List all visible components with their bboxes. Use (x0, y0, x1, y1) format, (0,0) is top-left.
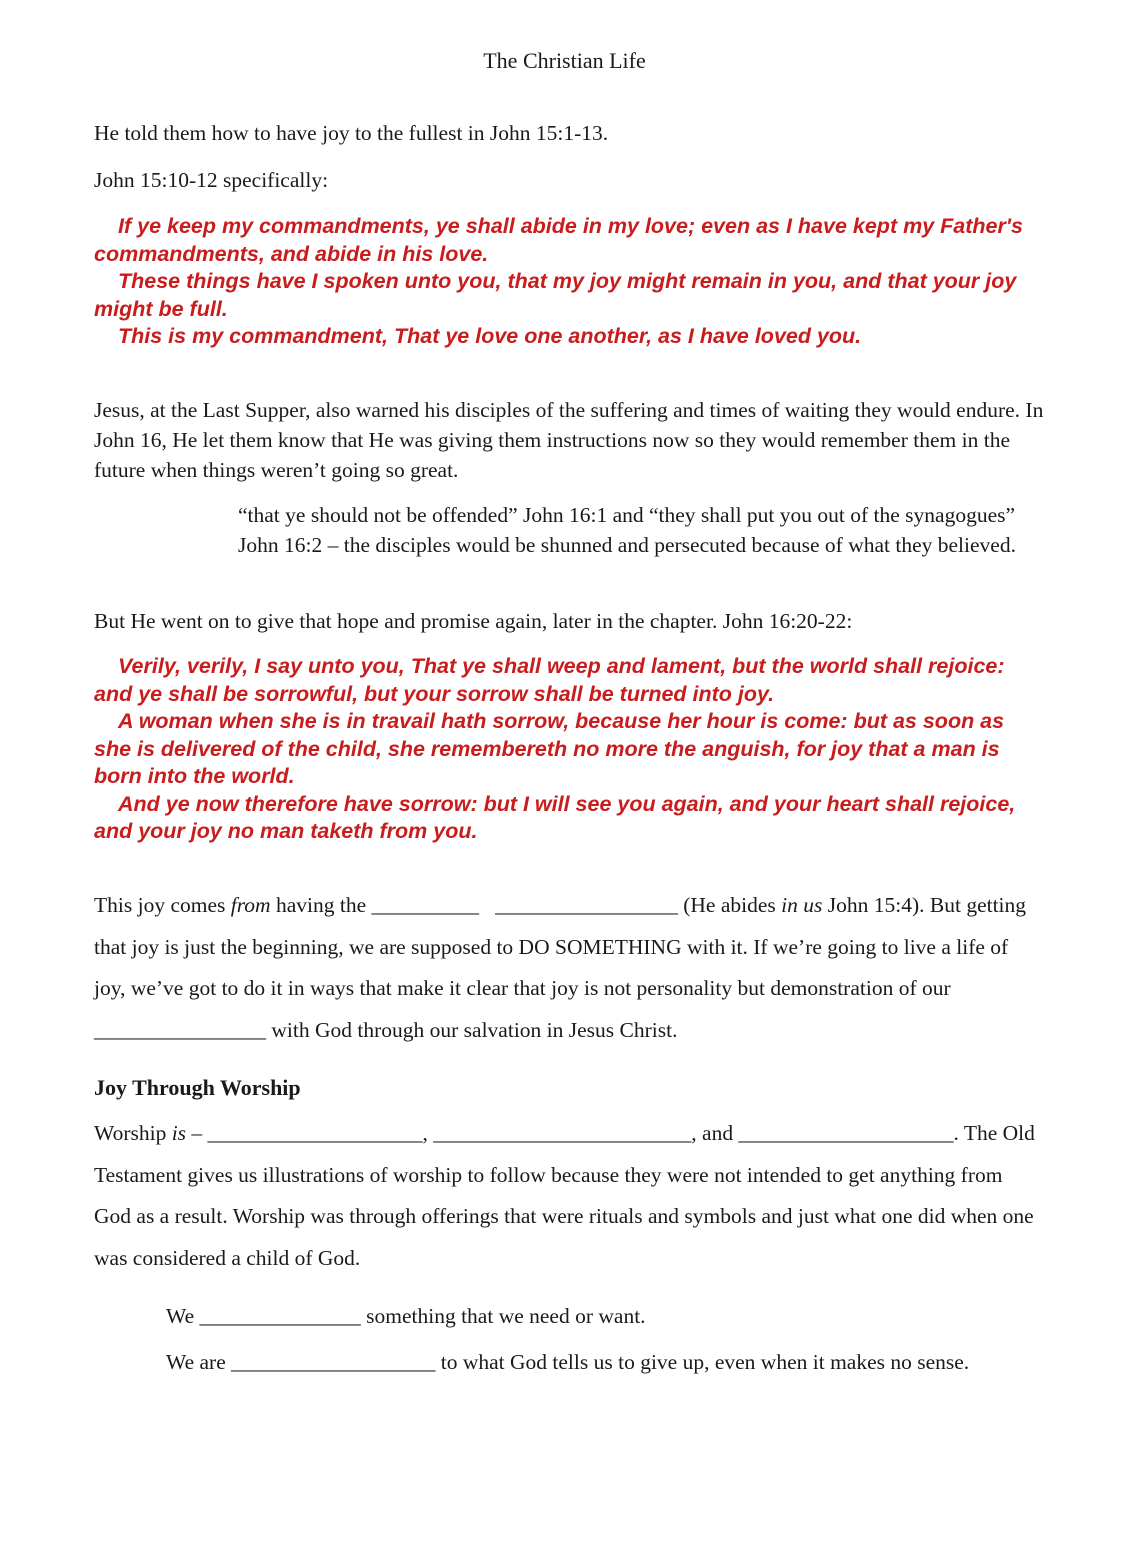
text-span: , (422, 1121, 434, 1145)
text-span: We are (166, 1350, 232, 1374)
quote-block: “that ye should not be offended” John 16:1 and “they shall put you out of the synagogues” John 16:2 – the disciples would be shunned and persecuted because of what they believed. (238, 503, 1016, 557)
paragraph-joy-source (94, 885, 1044, 1051)
scripture-verse: These things have I spoken unto you, that my joy might remain in you, and that your joy might be full. (94, 269, 1017, 321)
list-item (166, 1301, 1044, 1331)
emphasis-in-us: in us (781, 893, 823, 917)
fill-in-blank: ____________________ (738, 1121, 954, 1145)
text-span: something that we need or want. (360, 1304, 646, 1328)
fill-in-blank: _______________ (199, 1304, 361, 1328)
paragraph-worship (94, 1113, 1044, 1279)
text-span: to what God tells us to give up, even when it makes no sense. (435, 1350, 970, 1374)
scripture-verse: And ye now therefore have sorrow: but I will see you again, and your heart shall rejoice, and your joy no man taketh from you. (94, 791, 1016, 843)
intro-line-1: He told them how to have joy to the fullest in John 15:1-13. (94, 121, 609, 145)
emphasis-is: is (171, 1121, 187, 1145)
text-span: The Old Testament gives us illustrations of worship to follow because they were not intended to get anything from God as a result. Worship was through offerings that were rituals and symbols and just what one did when one was considered a child of God. (94, 1121, 1035, 1270)
fill-in-blank: ________________ (94, 1017, 266, 1042)
scripture-block-john-15 (94, 213, 1044, 351)
text-span: with God through our salvation in Jesus Christ. (266, 1017, 678, 1042)
text-span: John 15:4). But getting that joy is just the beginning, we are supposed to DO SOMETHING with it. If we’re going to live a life of joy, we’ve got to do it in ways that make it clear that joy is not personality but demonstration of our (94, 893, 1027, 1000)
text-span: having the (270, 893, 372, 917)
section-heading: Joy Through Worship (94, 1075, 301, 1100)
fill-in-blank: ____________________ (207, 1121, 423, 1145)
text-span: This joy comes (94, 893, 231, 917)
fill-in-blank: _________________ (495, 893, 678, 917)
fill-in-blank: ___________________ (231, 1350, 436, 1374)
fill-in-blank: __________ (371, 893, 479, 917)
text-span: (He abides (677, 893, 782, 917)
emphasis-from: from (230, 893, 271, 917)
scripture-block-john-16 (94, 653, 1044, 846)
intro-line-2: John 15:10-12 specifically: (94, 168, 329, 192)
list-item (166, 1347, 1016, 1377)
scripture-verse: Verily, verily, I say unto you, That ye shall weep and lament, but the world shall rejoice: and ye shall be sorrowful, but your sorrow shall be turned into joy. (94, 654, 1005, 706)
scripture-verse: A woman when she is in travail hath sorrow, because her hour is come: but as soon as she is delivered of the child, she remembereth no more the anguish, for joy that a man is born into the world. (94, 709, 1005, 788)
text-span: Worship (94, 1121, 172, 1145)
text-span: . (953, 1121, 959, 1145)
scripture-verse: If ye keep my commandments, ye shall abide in my love; even as I have kept my Father's commandments, and abide in his love. (94, 214, 1023, 266)
text-span: – (186, 1121, 208, 1145)
fill-in-blank: ________________________ (433, 1121, 692, 1145)
text-span: We (166, 1304, 200, 1328)
scripture-verse: This is my commandment, That ye love one another, as I have loved you. (118, 324, 862, 348)
paragraph-hope: But He went on to give that hope and promise again, later in the chapter. John 16:20-22: (94, 609, 853, 633)
page-header: The Christian Life (483, 48, 646, 73)
text-span: , and (691, 1121, 739, 1145)
paragraph-last-supper: Jesus, at the Last Supper, also warned his disciples of the suffering and times of waiting they would endure. In John 16, He let them know that He was giving them instructions now so they would remember them in the future when things weren’t going so great. (94, 398, 1044, 482)
